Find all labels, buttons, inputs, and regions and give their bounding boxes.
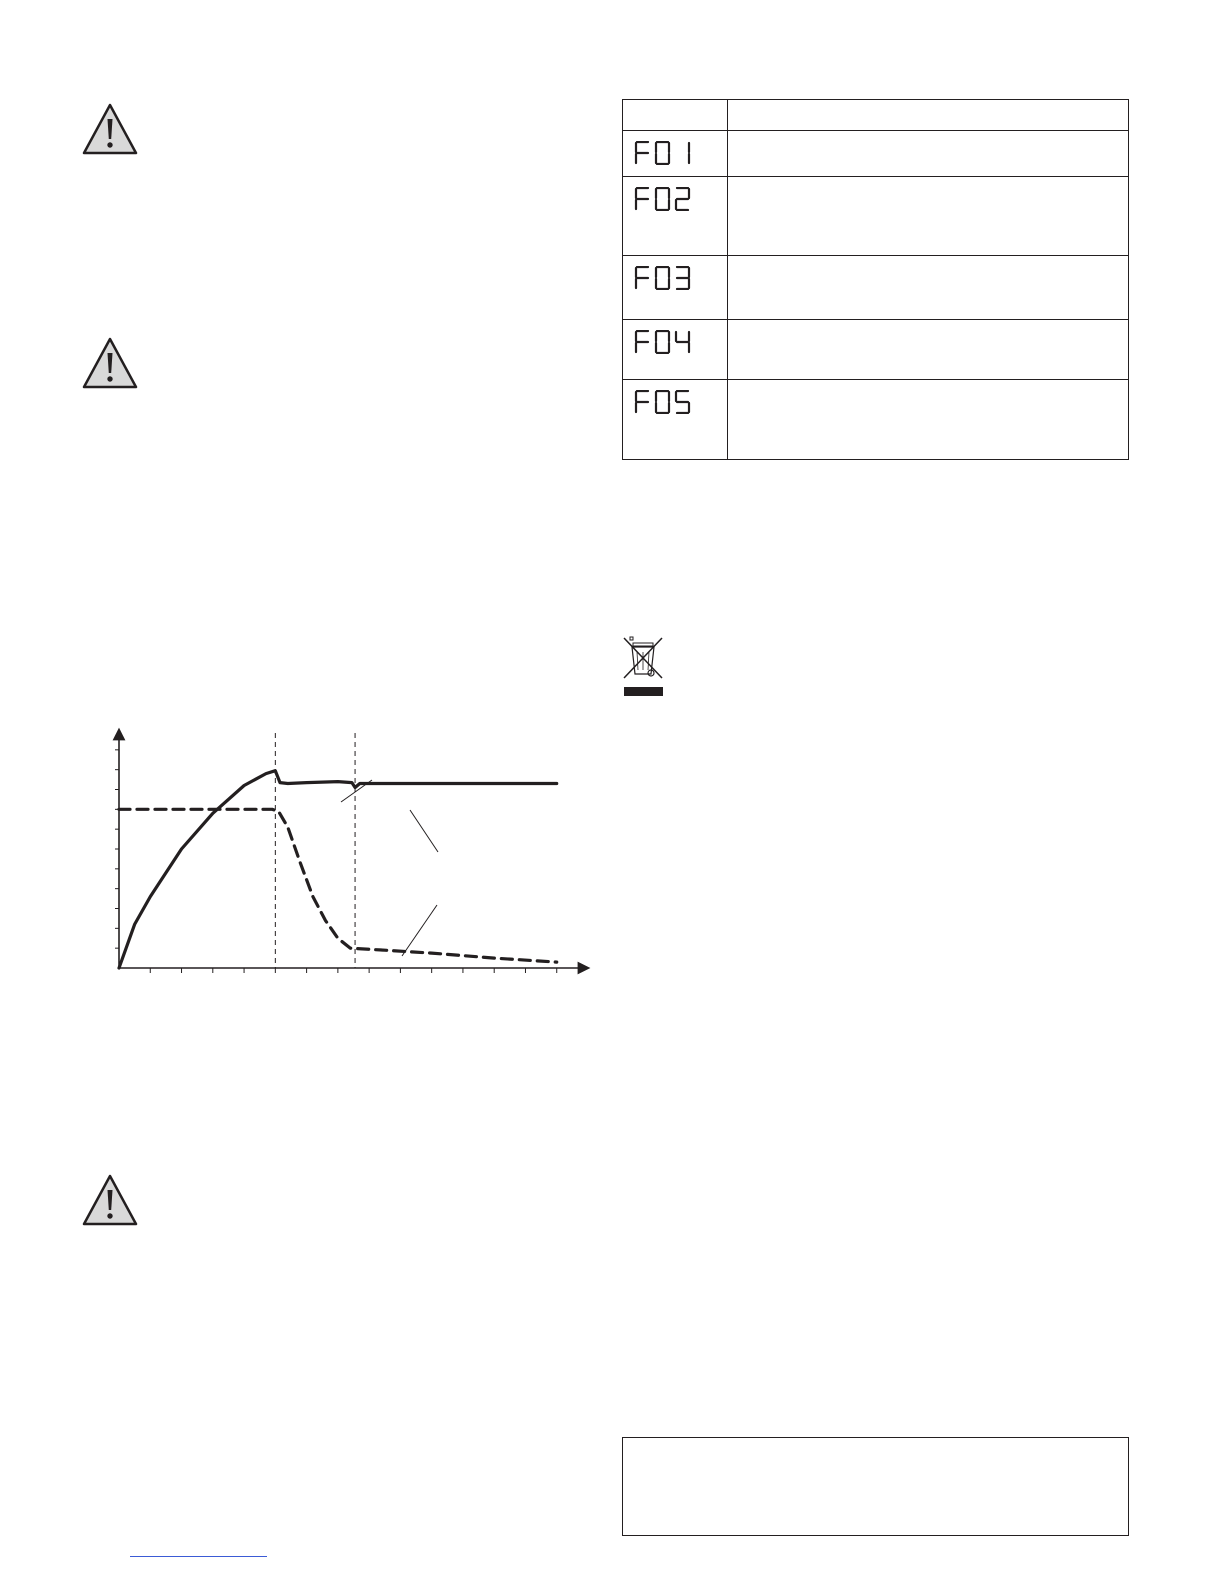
series-group: [119, 771, 557, 968]
lcd-f05-icon: [633, 390, 693, 414]
charging-curve-chart: [100, 725, 600, 985]
table-column-divider: [727, 100, 728, 459]
series-solid-line: [119, 771, 557, 968]
lcd-f02-icon: [633, 187, 693, 211]
table-row: [623, 380, 1128, 460]
warning-triangle-icon: [82, 337, 138, 389]
lcd-f03-icon: [633, 266, 693, 290]
phase-markers: [275, 733, 355, 968]
leader-line: [402, 905, 437, 956]
hyperlink-underline[interactable]: [130, 1556, 267, 1557]
warning-triangle-icon: [82, 103, 138, 155]
weee-crossed-bin-icon: [620, 634, 666, 698]
series-dashed-line: [119, 809, 557, 962]
fault-code-table: [622, 99, 1129, 460]
table-row: [623, 177, 1128, 256]
leader-line: [410, 810, 438, 852]
warning-triangle-icon: [82, 1174, 138, 1226]
table-row: [623, 320, 1128, 380]
lcd-f04-icon: [633, 330, 693, 354]
table-row: [623, 256, 1128, 320]
table-header: [623, 100, 1128, 131]
lcd-f01-icon: [633, 141, 693, 165]
table-row: [623, 131, 1128, 177]
note-box: [622, 1437, 1129, 1536]
